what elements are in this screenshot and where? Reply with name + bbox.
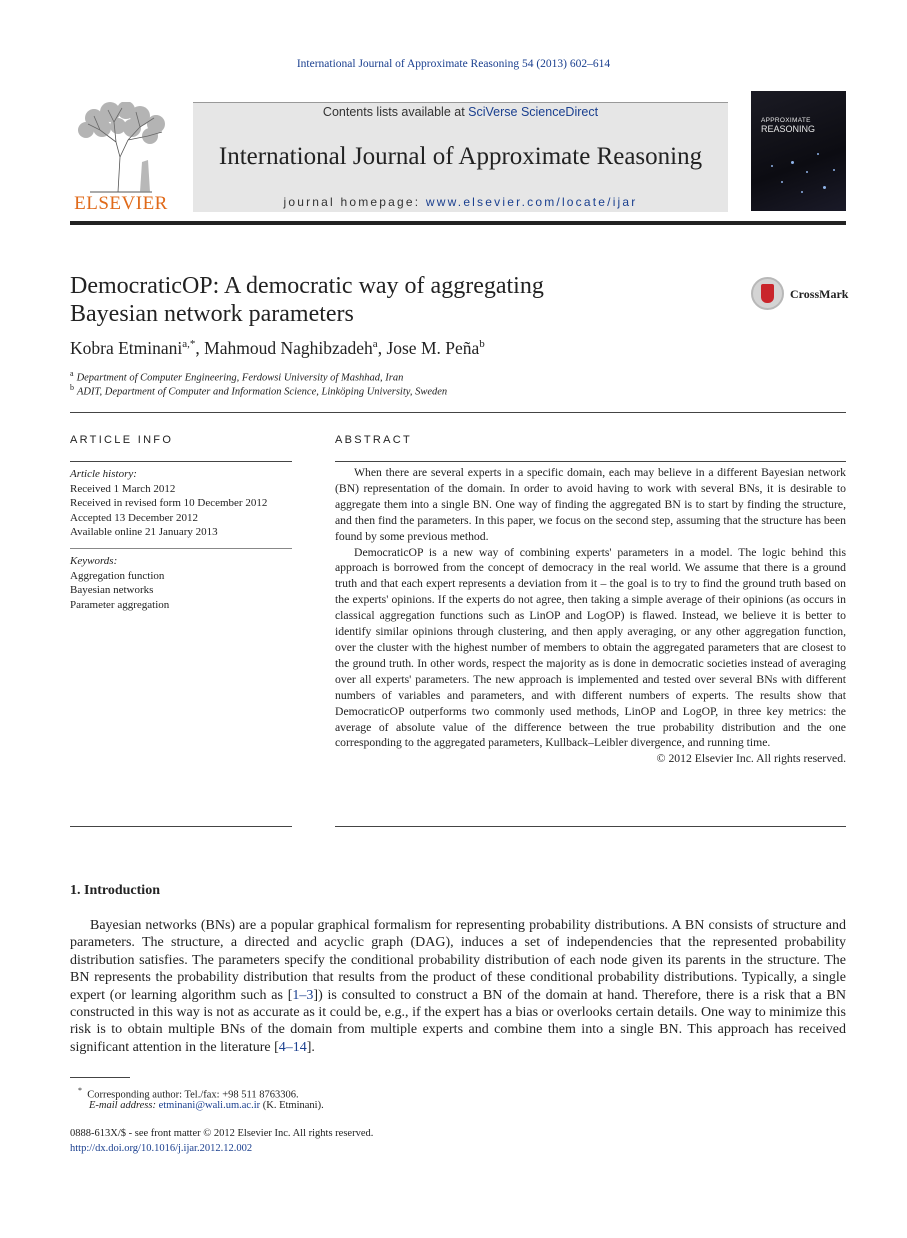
keyword-item: Bayesian networks bbox=[70, 584, 154, 596]
email-label: E-mail address: bbox=[89, 1100, 159, 1111]
intro-text: Bayesian networks (BNs) are a popular graphical formalism for representing probability distributions. A BN consists of structure and parameters. The structure, a directed and acyclic graph (DAG), induces a set of independencies that the represented probability distribution satisfies. The parameters specify the conditional probability distribution of each node given its parents in the structure. The BN represents the probability distribution that results from the product of these conditional probability distributions. Typically, a single expert (or learning algorithm such as [ bbox=[70, 918, 846, 1003]
homepage-link[interactable]: www.elsevier.com/locate/ijar bbox=[425, 195, 638, 209]
article-info-divider bbox=[70, 461, 292, 462]
sciencedirect-link[interactable]: SciVerse ScienceDirect bbox=[468, 105, 599, 119]
corresponding-author-note bbox=[78, 1086, 299, 1101]
footnote-marker: * bbox=[78, 1086, 82, 1095]
crossmark-label: CrossMark bbox=[790, 287, 849, 301]
affiliation-text: ADIT, Department of Computer and Information Science, Linköping University, Sweden bbox=[77, 386, 448, 398]
author-name: Mahmoud Naghibzadeh bbox=[204, 338, 373, 358]
introduction-paragraph bbox=[70, 917, 846, 1056]
article-info-bottom-rule bbox=[70, 826, 292, 827]
homepage-line bbox=[193, 195, 728, 209]
author-list: Kobra Etminani$^{a,*}$, Mahmoud Naghibzadeh$^a$, Jose M. Peña$^b$ bbox=[70, 338, 485, 358]
copyright-notice: © 2012 Elsevier Inc. All rights reserved. bbox=[656, 752, 846, 766]
history-item: Received in revised form 10 December 2012 bbox=[70, 497, 268, 509]
contents-prefix: Contents lists available at bbox=[322, 105, 469, 119]
masthead bbox=[70, 88, 846, 214]
journal-name: International Journal of Approximate Reasoning bbox=[218, 143, 703, 170]
front-matter-notice: 0888-613X/$ - see front matter © 2012 Elsevier Inc. All rights reserved. bbox=[70, 1128, 374, 1139]
crossmark-badge[interactable] bbox=[751, 277, 851, 311]
email-link[interactable]: etminani@wali.um.ac.ir bbox=[158, 1100, 261, 1111]
citation-link[interactable]: 4–14 bbox=[278, 1039, 307, 1055]
keyword-item: Aggregation function bbox=[70, 569, 165, 582]
keywords bbox=[70, 554, 292, 612]
author-affil-marker[interactable]: b bbox=[479, 338, 485, 351]
corresponding-text: Corresponding author: Tel./fax: +98 511 8763306. bbox=[87, 1089, 299, 1101]
history-item: Received 1 March 2012 bbox=[70, 482, 176, 495]
section-heading-introduction: 1. Introduction bbox=[70, 883, 160, 898]
footnote-divider bbox=[70, 1077, 130, 1078]
author-name: Jose M. Peña bbox=[386, 338, 480, 358]
author-name: Kobra Etminani bbox=[70, 338, 183, 358]
author-affil-marker[interactable]: a bbox=[372, 338, 378, 351]
contents-line bbox=[193, 105, 728, 119]
keyword-item: Parameter aggregation bbox=[70, 598, 170, 611]
abstract-paragraph: DemocraticOP is a new way of combining experts' parameters in a model. The logic behind this approach is borrowed from the concept of democracy in the real world. We assume that there is a ground truth and that each expert represents a deviation from it – the goal is to try to find the ground truth based on the experts' opinions. If the experts do not agree, then taking a simple average of their opinions (as occurs in classical aggregation functions such as LinOP and LogOP) is flawed. Instead, we believe it is better to identify similar opinions through clustering, and then apply averaging, or any other aggregation function, over the cluster with the highest number of members to obtain the aggregated parameters that are closest to the ground truth. In other words, respect the majority as is done in democratic societies instead of averaging over all experts' parameters. The new approach is implemented and tested over several BNs with different numbers of variables and parameters, and with different numbers of experts. The results show that DemocraticOP outperforms two commonly used methods, LinOP and LogOP, in three key metrics: the average of absolute value of the difference between the true probability distribution and the one corresponding to the aggregated parameters, Kullback–Leibler divergence, and running time. bbox=[335, 545, 846, 750]
journal-banner bbox=[193, 102, 728, 212]
keywords-label: Keywords: bbox=[70, 555, 118, 567]
citation-link[interactable]: 1–3 bbox=[292, 987, 314, 1003]
journal-cover-image[interactable] bbox=[751, 91, 846, 211]
masthead-divider bbox=[70, 221, 846, 225]
affiliation-marker: a bbox=[70, 369, 74, 378]
email-note bbox=[89, 1100, 324, 1111]
author-affil-marker[interactable]: a,* bbox=[182, 338, 196, 351]
article-info-heading: ARTICLE INFO bbox=[70, 434, 174, 446]
cover-title-small: APPROXIMATE bbox=[761, 117, 811, 124]
intro-text: ]. bbox=[306, 1039, 315, 1055]
email-suffix: (K. Etminani). bbox=[260, 1100, 324, 1111]
article-history bbox=[70, 467, 292, 540]
affiliation bbox=[70, 383, 447, 398]
affiliation bbox=[70, 369, 403, 384]
doi-link[interactable]: http://dx.doi.org/10.1016/j.ijar.2012.12.002 bbox=[70, 1143, 253, 1154]
history-label: Article history: bbox=[70, 468, 137, 480]
header-divider bbox=[70, 412, 846, 413]
abstract-divider bbox=[335, 461, 846, 462]
publisher-wordmark: ELSEVIER bbox=[74, 193, 168, 214]
crossmark-icon bbox=[751, 277, 784, 310]
abstract-bottom-rule bbox=[335, 826, 846, 827]
abstract-body bbox=[335, 465, 846, 767]
affiliation-marker: b bbox=[70, 383, 74, 392]
article-title: DemocraticOP: A democratic way of aggregating Bayesian network parameters bbox=[70, 273, 544, 327]
abstract-heading: ABSTRACT bbox=[335, 434, 413, 446]
history-item: Available online 21 January 2013 bbox=[70, 526, 218, 538]
journal-citation[interactable]: International Journal of Approximate Reasoning 54 (2013) 602–614 bbox=[296, 58, 611, 70]
history-item: Accepted 13 December 2012 bbox=[70, 511, 198, 524]
cover-title-large: REASONING bbox=[761, 124, 816, 134]
abstract-paragraph: When there are several experts in a specific domain, each may believe in a different Bayesian network (BN) representation of the domain. In order to avoid having to work with several BNs, it is desirable to aggregate them into a single BN. One way of finding the aggregated BN is to start by finding the structure, and then find the parameters. In this paper, we focus on the second step, assuming that the structure has been found by some previous method. bbox=[335, 466, 846, 543]
keywords-divider bbox=[70, 548, 292, 549]
intro-text: ]) is consulted to construct a BN of the domain at hand. Therefore, there is a risk that a BN constructed in this way is not as accurate as it could be, e.g., if the expert has a bias or overlooks certain details. One way to minimize this risk is to obtain multiple BNs of the domain from multiple experts and combine them into a single BN. This approach has received significant attention in the literature [ bbox=[70, 987, 846, 1055]
homepage-prefix: journal homepage: bbox=[283, 195, 426, 209]
affiliation-text: Department of Computer Engineering, Ferdowsi University of Mashhad, Iran bbox=[76, 372, 404, 384]
